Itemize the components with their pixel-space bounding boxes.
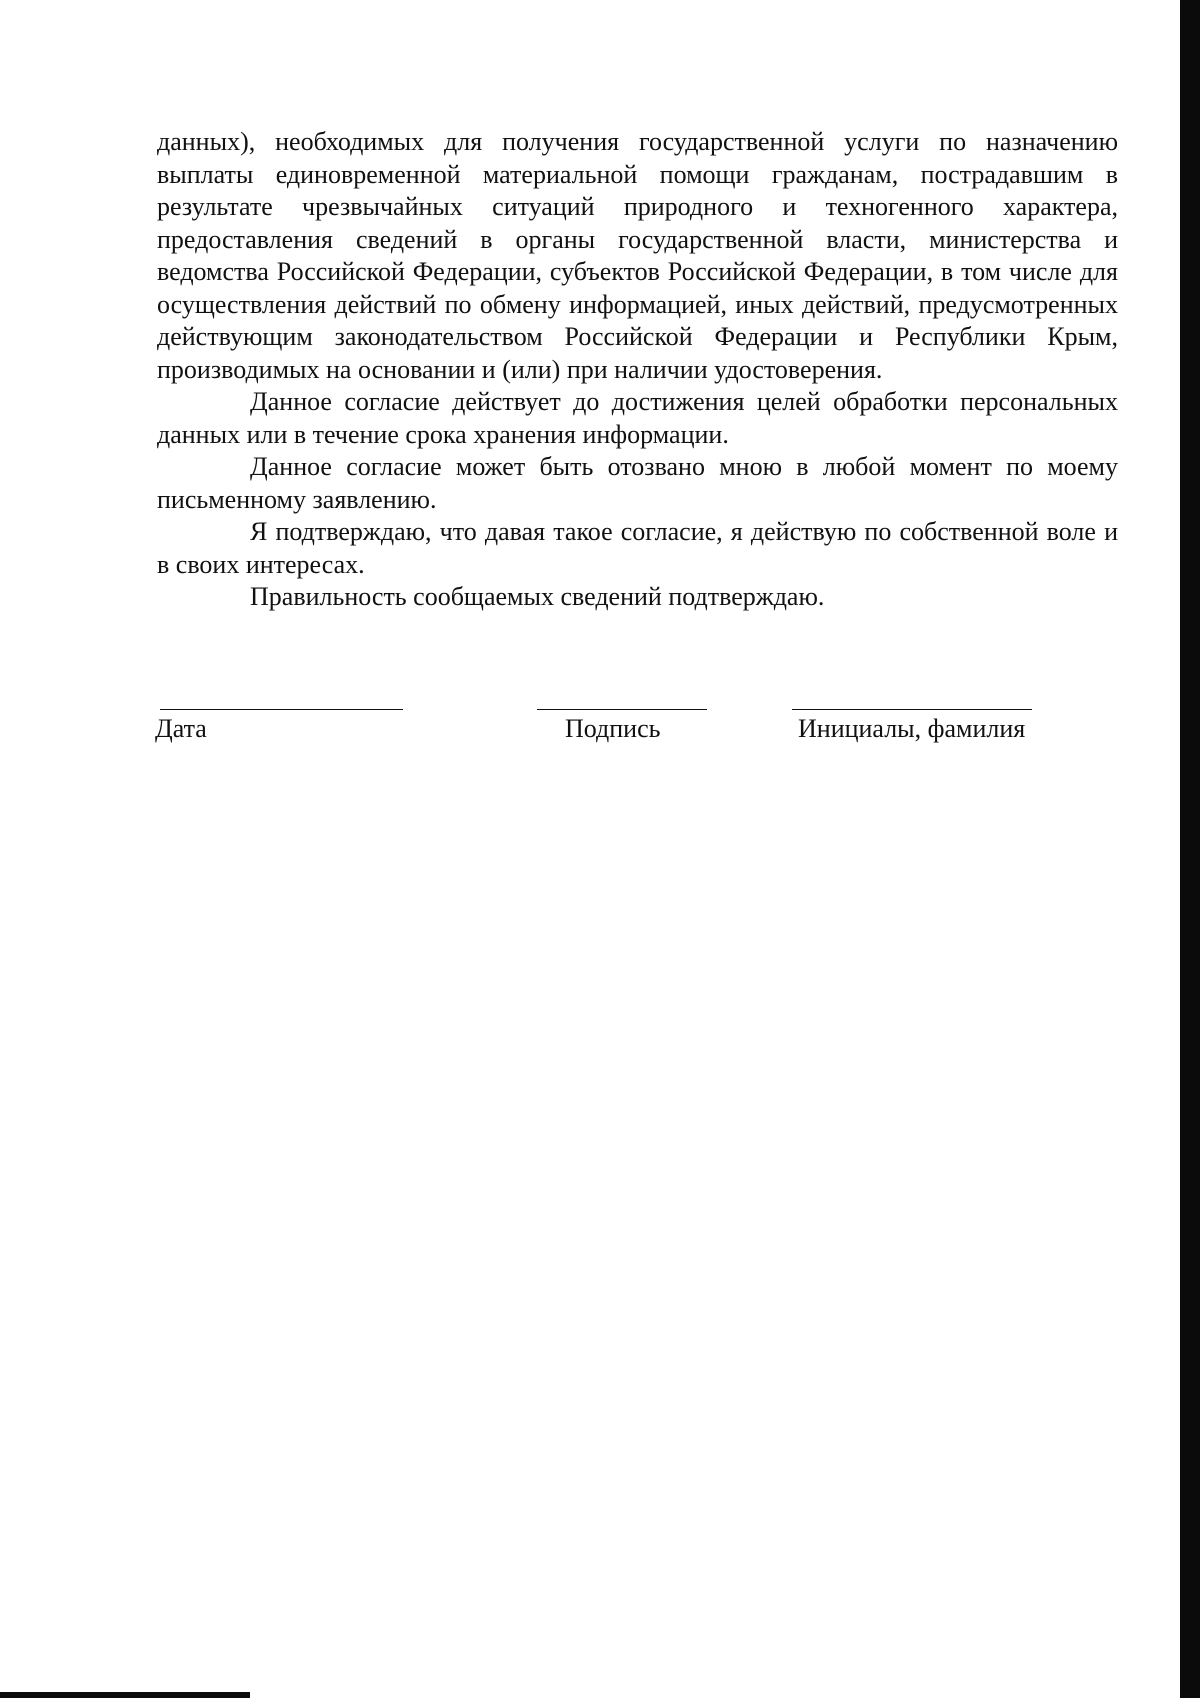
scan-edge-right <box>1180 0 1200 1698</box>
paragraph-consent-duration: Данное согласие действует до достижения целей обработки персональных данных или в течение срока хранения информации. <box>157 387 1118 449</box>
document-body <box>157 126 1118 614</box>
name-line <box>792 709 1032 710</box>
paragraph-free-will: Я подтверждаю, что давая такое согласие, я действую по собственной воле и в своих интересах. <box>157 517 1118 579</box>
paragraph-consent-purpose: данных), необходимых для получения государственной услуги по назначению выплаты единовременной материальной помощи гражданам, пострадавшим в результате чрезвычайных ситуаций природного и техногенного характера, предоставления сведений в органы государственной власти, министерства и ведомства Российской Федерации, субъектов Российской Федерации, в том числе для осуществления действий по обмену информацией, иных действий, предусмотренных действующим законодательством Российской Федерации и Республики Крым, производимых на основании и (или) при наличии удостоверения. <box>157 127 1118 384</box>
scan-edge-bottom <box>0 1692 250 1698</box>
signature-line <box>537 709 707 710</box>
name-label: Инициалы, фамилия <box>798 714 1026 743</box>
date-label: Дата <box>155 714 207 743</box>
signature-label: Подпись <box>565 714 661 743</box>
paragraph-accuracy: Правильность сообщаемых сведений подтверждаю. <box>250 582 825 611</box>
paragraph-consent-revocation: Данное согласие может быть отозвано мною в любой момент по моему письменному заявлению. <box>157 452 1118 514</box>
date-line <box>160 709 403 710</box>
